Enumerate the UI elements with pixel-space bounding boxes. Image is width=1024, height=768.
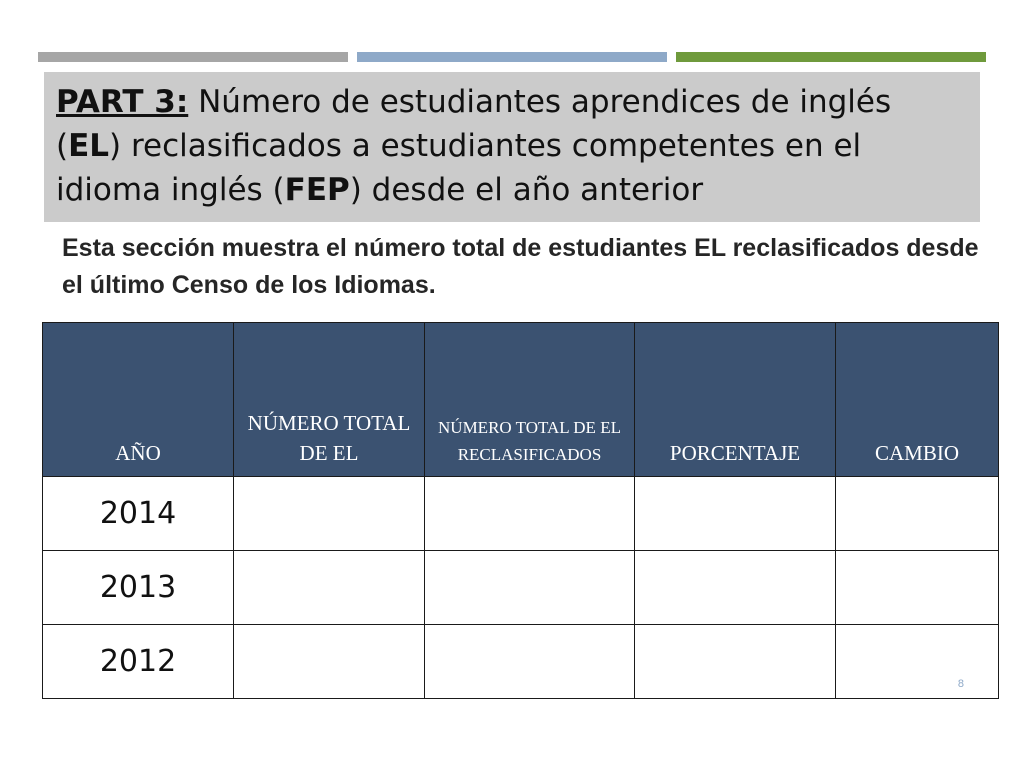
change-cell[interactable]	[836, 551, 999, 625]
percentage-cell[interactable]	[635, 625, 836, 699]
slide-subtitle: Esta sección muestra el número total de estudiantes EL reclasificados desde el último Censo de los Idiomas.	[62, 234, 979, 299]
decor-bar-blue	[357, 52, 667, 62]
percentage-cell[interactable]	[635, 477, 836, 551]
table-row	[43, 477, 999, 551]
title-part-label: PART 3:	[56, 84, 189, 120]
reclassification-table	[42, 322, 999, 699]
title-text-2: ) reclasificados a estudiantes competentes en el idioma inglés (	[56, 128, 862, 208]
reclassified-cell[interactable]	[425, 551, 635, 625]
percentage-cell[interactable]	[635, 551, 836, 625]
decor-bar-gray	[38, 52, 348, 62]
total-el-cell[interactable]	[234, 625, 425, 699]
header-numero-total-el: NÚMERO TOTAL DE EL	[234, 323, 425, 477]
slide-title	[56, 80, 966, 212]
header-ano: AÑO	[43, 323, 234, 477]
table-row	[43, 551, 999, 625]
total-el-cell[interactable]	[234, 551, 425, 625]
total-el-cell[interactable]	[234, 477, 425, 551]
title-text-3: ) desde el año anterior	[349, 172, 704, 208]
title-text-1: Número de estudiantes aprendices de inglés (	[56, 84, 892, 164]
title-fep: FEP	[284, 172, 350, 208]
header-numero-total-reclasificados: NÚMERO TOTAL DE EL RECLASIFICADOS	[425, 323, 635, 477]
header-cambio: CAMBIO	[836, 323, 999, 477]
reclassified-cell[interactable]	[425, 625, 635, 699]
reclassified-cell[interactable]	[425, 477, 635, 551]
year-cell: 2012	[43, 625, 234, 699]
change-cell[interactable]	[836, 477, 999, 551]
change-cell-hatched	[836, 625, 999, 699]
slide-number: 8	[957, 678, 964, 690]
year-cell: 2014	[43, 477, 234, 551]
table-header-row	[43, 323, 999, 477]
year-cell: 2013	[43, 551, 234, 625]
title-el: EL	[68, 128, 110, 164]
header-porcentaje: PORCENTAJE	[635, 323, 836, 477]
decor-bar-green	[676, 52, 986, 62]
table-row	[43, 625, 999, 699]
